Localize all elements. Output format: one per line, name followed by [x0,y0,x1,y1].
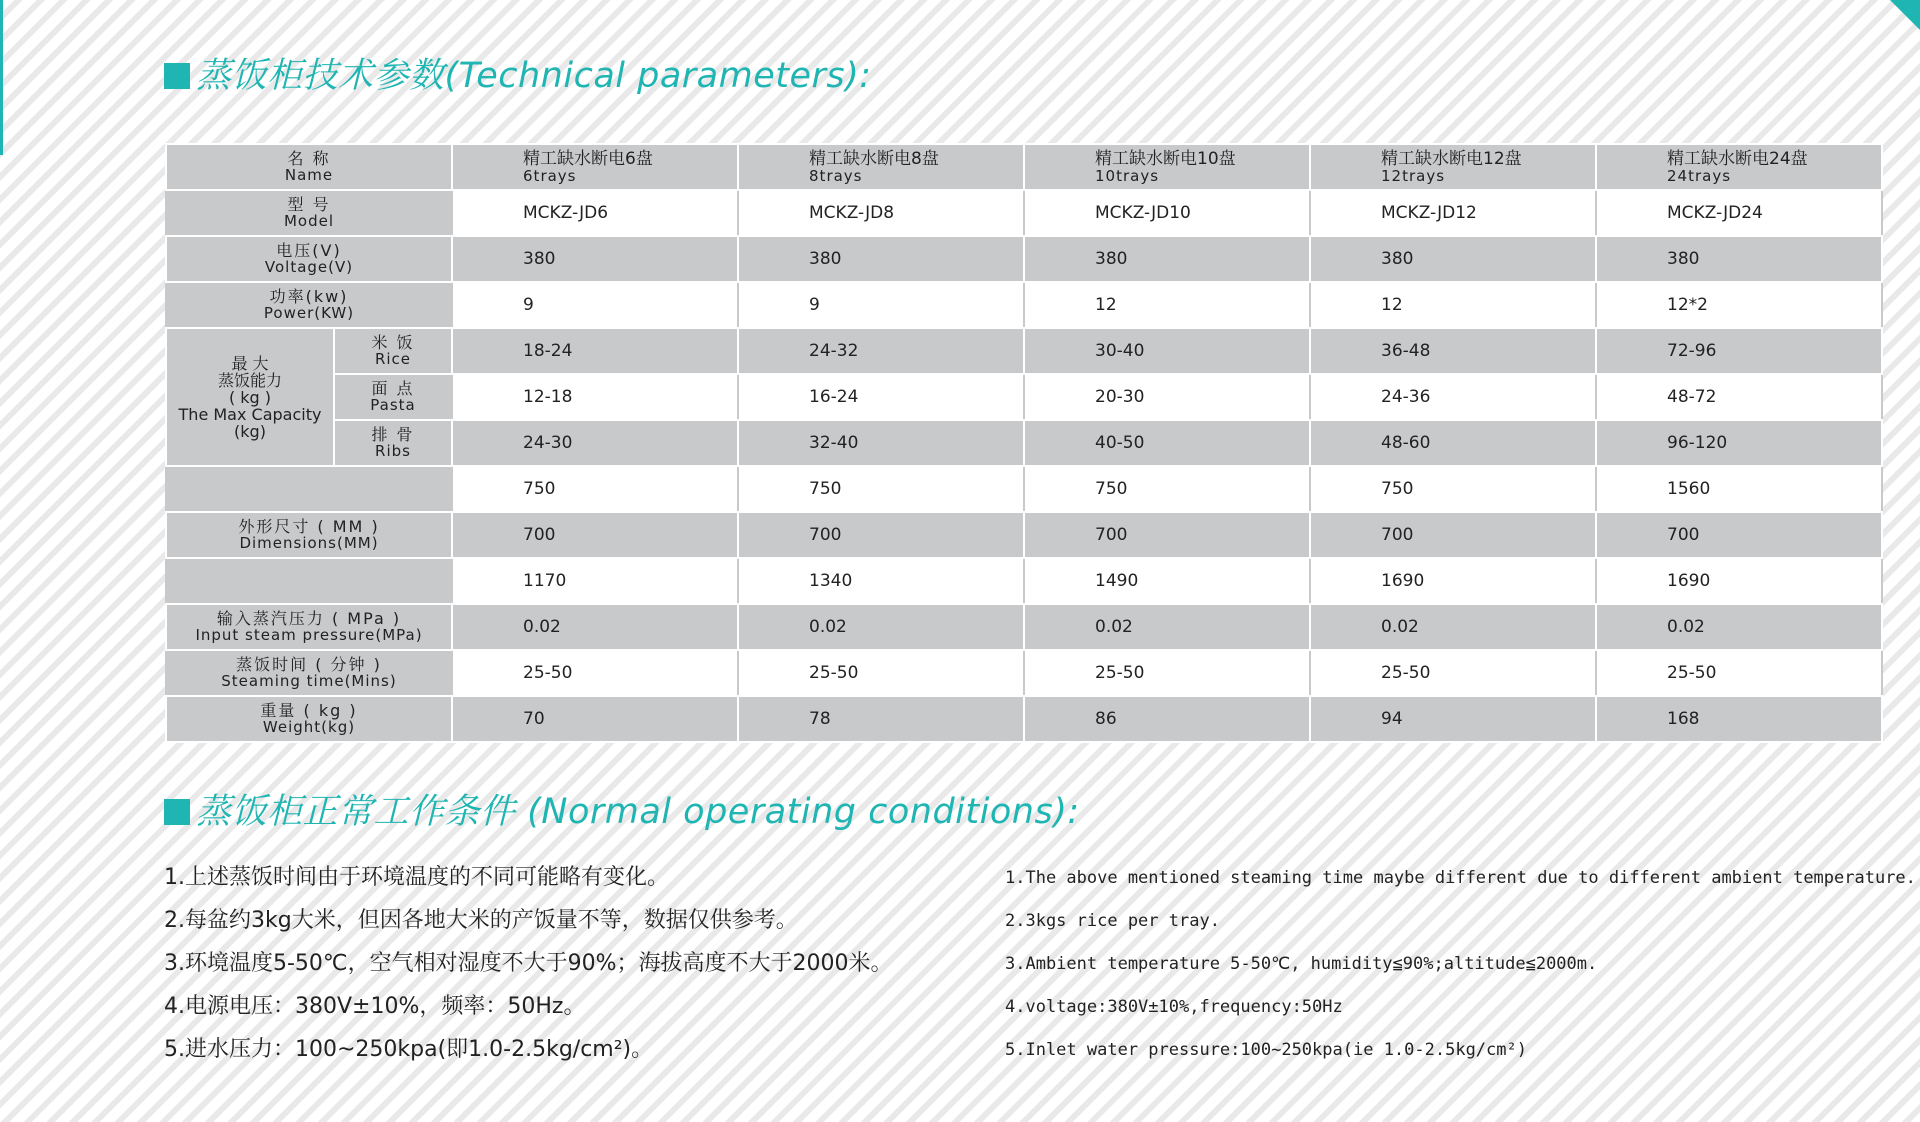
label-cn: 蒸饭时间 ( 分钟 ) [236,655,382,674]
row-model-cell: MCKZ-JD10 [1024,190,1310,236]
row-weight [166,696,1882,742]
row-model-cell: MCKZ-JD6 [452,190,738,236]
capacity-label-line: ( kg ) [228,387,272,407]
row-model [166,190,1882,236]
note-cn-5: 5.进水压力：100~250kpa(即1.0-2.5kg/cm²)。 [164,1037,654,1062]
capacity-label-line: (kg) [234,421,266,441]
row-weight-cell: 86 [1024,696,1310,742]
row-weight-cell: 94 [1310,696,1596,742]
row-rice-cell: 30-40 [1024,328,1310,374]
row-ribs [166,420,1882,466]
label-en: Model [283,212,335,230]
product-name-cn: 精工缺水断电24盘 [1667,149,1808,169]
row-pressure-cell: 0.02 [738,604,1024,650]
row-ribs-cell: 96-120 [1596,420,1882,466]
row-dim-3-label [166,558,452,604]
label-en: Voltage(V) [264,258,354,276]
section-square-icon [164,63,190,89]
row-model-cell: MCKZ-JD8 [738,190,1024,236]
corner-accent [1890,0,1920,30]
row-pasta-cell: 24-36 [1310,374,1596,420]
note-cn-3: 3.环境温度5-50℃，空气相对湿度不大于90%；海拔高度不大于2000米。 [164,951,893,976]
product-name-cn: 精工缺水断电10盘 [1095,149,1236,169]
row-voltage-cell: 380 [1310,236,1596,282]
row-weight-cell: 70 [452,696,738,742]
row-time-cell: 25-50 [1310,650,1596,696]
row-name-cell [1596,144,1882,190]
note-en-5: 5.Inlet water pressure:100~250kpa(ie 1.0-2.5kg/cm²) [1005,1040,1527,1060]
row-weight-cell: 78 [738,696,1024,742]
row-name-cell [452,144,738,190]
row-time-cell: 25-50 [738,650,1024,696]
row-pressure-cell: 0.02 [1310,604,1596,650]
row-dim-3 [166,558,1882,604]
row-time-cell: 25-50 [1024,650,1310,696]
row-weight-label [166,696,452,742]
label-en: Steaming time(Mins) [221,672,397,690]
row-ribs-cell: 32-40 [738,420,1024,466]
label-cn: 名 称 [287,149,331,168]
product-name-cn: 精工缺水断电6盘 [523,149,653,169]
product-name-en: 6trays [523,167,577,185]
note-en-4: 4.voltage:380V±10%,frequency:50Hz [1005,997,1343,1017]
row-dim-2 [166,512,1882,558]
row-dim-1-cell: 750 [738,466,1024,512]
row-dim-2-cell: 700 [452,512,738,558]
row-dim-2-cell: 700 [738,512,1024,558]
label-en: Input steam pressure(MPa) [195,626,423,644]
row-rice-cell: 24-32 [738,328,1024,374]
note-cn-4: 4.电源电压：380V±10%，频率：50Hz。 [164,994,586,1019]
row-dim-2-cell: 700 [1024,512,1310,558]
row-dim-2-cell: 700 [1310,512,1596,558]
row-voltage-cell: 380 [1024,236,1310,282]
row-name-cell [738,144,1024,190]
product-name-cn: 精工缺水断电12盘 [1381,149,1522,169]
label-cn: 电压(V) [276,241,342,260]
product-name-en: 10trays [1095,167,1160,185]
row-time [166,650,1882,696]
label-en: Rice [374,350,412,368]
operating-conditions-title: 蒸饭柜正常工作条件 (Normal operating conditions): [164,784,1080,834]
row-rice-cell: 72-96 [1596,328,1882,374]
row-time-label [166,650,452,696]
row-pasta-cell: 20-30 [1024,374,1310,420]
notes-english [1005,868,1916,1083]
capacity-label [166,328,334,466]
product-name-en: 8trays [809,167,863,185]
row-dim-1-label [166,466,452,512]
row-power-label [166,282,452,328]
row-model-cell: MCKZ-JD24 [1596,190,1882,236]
row-name [166,144,1882,190]
label-cn: 型 号 [287,195,331,214]
row-dim-3-cell: 1170 [452,558,738,604]
row-power-cell: 9 [738,282,1024,328]
row-dim-3-cell: 1340 [738,558,1024,604]
row-rice-cell: 18-24 [452,328,738,374]
row-time-cell: 25-50 [1596,650,1882,696]
label-en: Name [284,166,334,184]
note-cn-2: 2.每盆约3kg大米，但因各地大米的产饭量不等，数据仅供参考。 [164,908,798,933]
row-weight-cell: 168 [1596,696,1882,742]
row-ribs-cell: 24-30 [452,420,738,466]
label-en: Ribs [375,442,411,460]
row-pressure [166,604,1882,650]
row-power-cell: 12 [1310,282,1596,328]
row-rice [166,328,1882,374]
row-voltage-cell: 380 [1596,236,1882,282]
label-en: Power(KW) [263,304,355,322]
row-dim-3-cell: 1690 [1596,558,1882,604]
row-ribs-cell: 40-50 [1024,420,1310,466]
label-cn: 排 骨 [371,425,415,444]
row-model-label [166,190,452,236]
row-name-cell [1024,144,1310,190]
row-dim-1-cell: 750 [1310,466,1596,512]
note-cn-1: 1.上述蒸饭时间由于环境温度的不同可能略有变化。 [164,865,669,890]
row-ribs-label [334,420,452,466]
row-power-cell: 12 [1024,282,1310,328]
technical-parameters-title: 蒸饭柜技术参数(Technical parameters): [164,48,872,98]
product-name-en: 12trays [1381,167,1446,185]
row-dim-1 [166,466,1882,512]
row-dim-2-label [166,512,452,558]
label-cn: 功率(kw) [269,287,349,306]
label-cn: 重量 ( kg ) [260,701,358,720]
capacity-label-line: 蒸饭能力 [217,370,282,390]
spec-table [165,143,1883,743]
section-square-icon [164,799,190,825]
row-voltage [166,236,1882,282]
row-voltage-cell: 380 [738,236,1024,282]
row-pasta-cell: 12-18 [452,374,738,420]
label-cn: 面 点 [371,379,415,398]
row-pasta-cell: 48-72 [1596,374,1882,420]
row-time-cell: 25-50 [452,650,738,696]
row-pressure-cell: 0.02 [1024,604,1310,650]
notes-chinese [164,860,893,1075]
row-pasta-cell: 16-24 [738,374,1024,420]
row-power-cell: 9 [452,282,738,328]
product-name-en: 24trays [1667,167,1732,185]
row-pressure-cell: 0.02 [452,604,738,650]
row-rice-label [334,328,452,374]
row-dim-1-cell: 750 [1024,466,1310,512]
row-model-cell: MCKZ-JD12 [1310,190,1596,236]
row-dim-3-cell: 1690 [1310,558,1596,604]
note-en-3: 3.Ambient temperature 5-50℃, humidity≦90%;altitude≦2000m. [1005,954,1598,974]
row-pressure-label [166,604,452,650]
row-pasta [166,374,1882,420]
label-en: Weight(kg) [262,718,356,736]
label-en: Pasta [370,396,416,414]
row-dim-2-cell: 700 [1596,512,1882,558]
row-name-label [166,144,452,190]
row-power [166,282,1882,328]
label-cn: 外形尺寸 ( MM ) [238,517,380,536]
left-accent-bar [0,0,3,155]
capacity-label-line: 最 大 [231,353,269,373]
label-cn: 米 饭 [371,333,415,352]
row-voltage-label [166,236,452,282]
row-voltage-cell: 380 [452,236,738,282]
row-rice-cell: 36-48 [1310,328,1596,374]
row-name-cell [1310,144,1596,190]
row-power-cell: 12*2 [1596,282,1882,328]
row-dim-1-cell: 1560 [1596,466,1882,512]
label-en: Dimensions(MM) [239,534,379,552]
row-ribs-cell: 48-60 [1310,420,1596,466]
row-pressure-cell: 0.02 [1596,604,1882,650]
note-en-2: 2.3kgs rice per tray. [1005,911,1220,931]
note-en-1: 1.The above mentioned steaming time maybe different due to different ambient temperature. [1005,868,1916,888]
capacity-label-line: The Max Capacity [178,404,322,424]
row-dim-3-cell: 1490 [1024,558,1310,604]
product-name-cn: 精工缺水断电8盘 [809,149,939,169]
row-pasta-label [334,374,452,420]
label-cn: 输入蒸汽压力 ( MPa ) [216,609,402,628]
row-dim-1-cell: 750 [452,466,738,512]
